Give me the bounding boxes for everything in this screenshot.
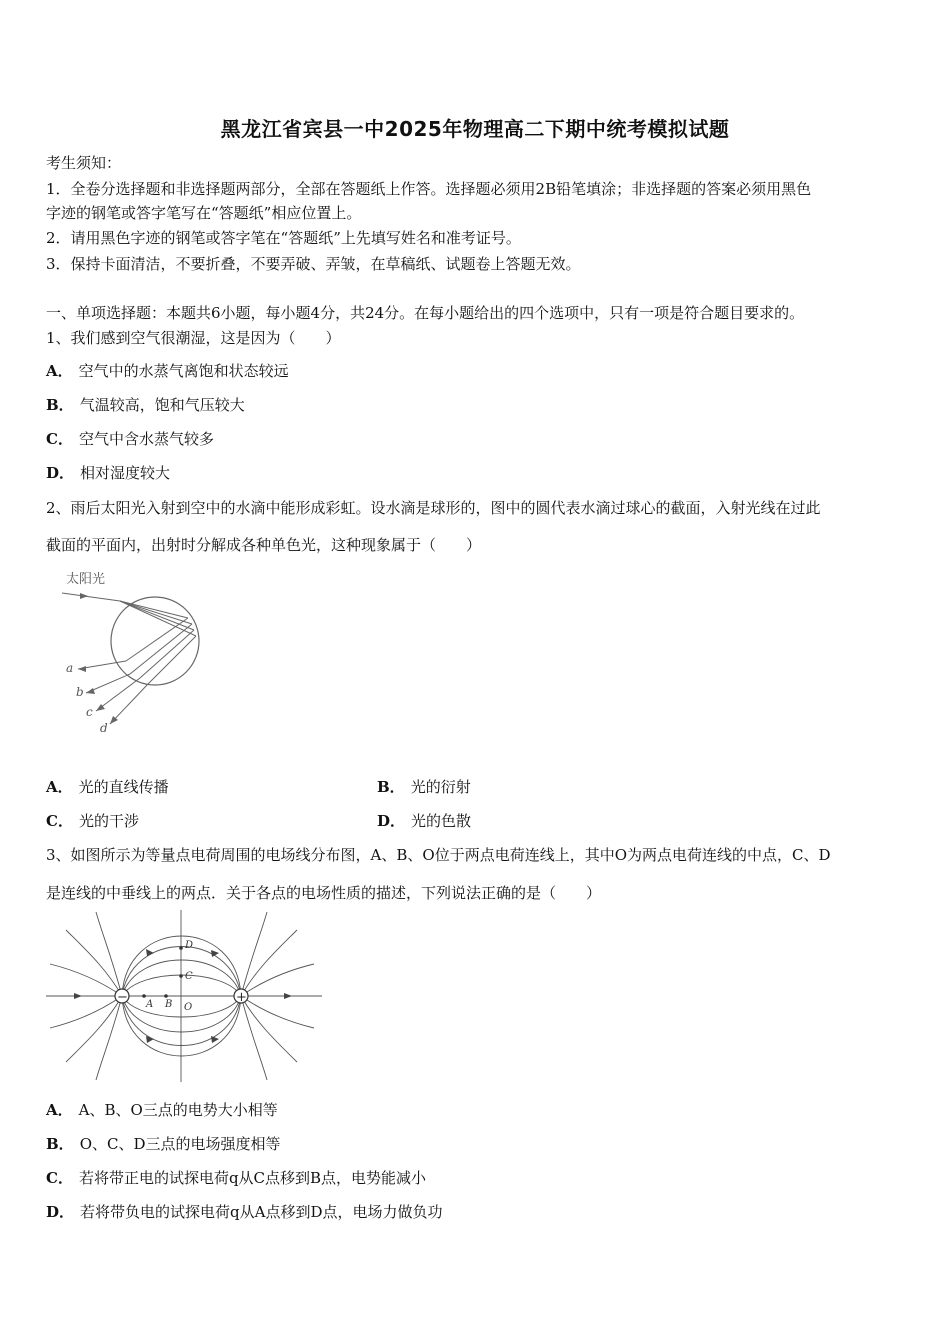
q2-stem-line1: 2、雨后太阳光入射到空中的水滴中能形成彩虹。设水滴是球形的，图中的圆代表水滴过球心的截面，入射光线在过此 bbox=[46, 499, 821, 517]
option-key: A． bbox=[46, 362, 73, 380]
ray-arrows bbox=[78, 593, 118, 724]
q2-stem-line2: 截面的平面内，出射时分解成各种单色光，这种现象属于（ ） bbox=[46, 536, 482, 554]
point-a bbox=[142, 994, 146, 998]
label-a: A bbox=[146, 999, 154, 1010]
label-c: C bbox=[185, 971, 193, 982]
option-key: D． bbox=[377, 812, 406, 830]
notice-item-1-cont: 字迹的钢笔或答字笔写在“答题纸”相应位置上。 bbox=[46, 204, 362, 222]
q3-stem-line2: 是连线的中垂线上的两点．关于各点的电场性质的描述，下列说法正确的是（ ） bbox=[46, 884, 602, 902]
option-key: A． bbox=[46, 1101, 73, 1119]
option-key: B． bbox=[377, 778, 405, 796]
option-text: 光的干涉 bbox=[78, 812, 139, 830]
q1-option-c bbox=[46, 428, 214, 449]
option-key: B． bbox=[46, 1135, 74, 1153]
notice-heading: 考生须知： bbox=[46, 154, 122, 172]
q1-option-d bbox=[46, 462, 170, 483]
option-text: A、B、O三点的电势大小相等 bbox=[78, 1101, 278, 1119]
option-text: 光的衍射 bbox=[410, 778, 471, 796]
q1-stem: 1、我们感到空气很潮湿，这是因为（ ） bbox=[46, 329, 341, 347]
option-text: 光的直线传播 bbox=[78, 778, 169, 796]
section-heading: 一、单项选择题：本题共6小题，每小题4分，共24分。在每小题给出的四个选项中，只有一项是符合题目要求的。 bbox=[46, 304, 805, 322]
notice-item-3: 3．保持卡面清洁，不要折叠，不要弄破、弄皱，在草稿纸、试题卷上答题无效。 bbox=[46, 255, 581, 273]
option-text: O、C、D三点的电场强度相等 bbox=[79, 1135, 281, 1153]
option-key: C． bbox=[46, 430, 73, 448]
notice-item-1: 1．全卷分选择题和非选择题两部分，全部在答题纸上作答。选择题必须用2B铅笔填涂；非选择题的答案必须用黑色 bbox=[46, 180, 812, 198]
q2-option-c bbox=[46, 810, 139, 831]
q1-option-a bbox=[46, 360, 289, 381]
option-key: C． bbox=[46, 1169, 73, 1187]
option-key: D． bbox=[46, 1203, 75, 1221]
option-key: D． bbox=[46, 464, 75, 482]
option-text: 若将带负电的试探电荷q从A点移到D点，电场力做负功 bbox=[80, 1203, 443, 1221]
negative-sign: − bbox=[117, 990, 128, 1005]
q3-option-a bbox=[46, 1099, 278, 1120]
positive-sign: + bbox=[236, 990, 247, 1005]
label-b: B bbox=[165, 999, 173, 1010]
notice-item-2: 2．请用黑色字迹的钢笔或答字笔在“答题纸”上先填写姓名和准考证号。 bbox=[46, 229, 521, 247]
q2-option-b bbox=[377, 776, 471, 797]
label-d: D bbox=[185, 940, 194, 951]
field-lines-figure bbox=[44, 908, 326, 1084]
page-title: 黑龙江省宾县一中2025年物理高二下期中统考模拟试题 bbox=[220, 117, 730, 141]
light-rays bbox=[62, 593, 196, 724]
q3-option-d bbox=[46, 1201, 442, 1222]
q2-option-d bbox=[377, 810, 471, 831]
raindrop-figure bbox=[58, 566, 218, 741]
q3-option-c bbox=[46, 1167, 426, 1188]
ray-label-a: a bbox=[66, 661, 74, 675]
option-text: 光的色散 bbox=[411, 812, 472, 830]
q2-option-a bbox=[46, 776, 169, 797]
option-text: 气温较高，饱和气压较大 bbox=[79, 396, 245, 414]
point-c bbox=[179, 974, 183, 978]
q3-option-b bbox=[46, 1133, 281, 1154]
option-key: C． bbox=[46, 812, 73, 830]
ray-label-b: b bbox=[76, 685, 84, 699]
q1-option-b bbox=[46, 394, 245, 415]
point-d bbox=[179, 946, 183, 950]
ray-label-c: c bbox=[86, 705, 93, 719]
option-text: 空气中含水蒸气较多 bbox=[78, 430, 214, 448]
option-text: 空气中的水蒸气离饱和状态较远 bbox=[78, 362, 289, 380]
point-b bbox=[164, 994, 168, 998]
option-text: 若将带正电的试探电荷q从C点移到B点，电势能减小 bbox=[78, 1169, 427, 1187]
ray-label-d: d bbox=[100, 721, 108, 735]
option-text: 相对湿度较大 bbox=[80, 464, 171, 482]
sun-label: 太阳光 bbox=[66, 572, 106, 587]
q3-stem-line1: 3、如图所示为等量点电荷周围的电场线分布图，A、B、O位于两点电荷连线上，其中O为两点电荷连线的中点，C、D bbox=[46, 846, 831, 864]
option-key: A． bbox=[46, 778, 73, 796]
field-lines bbox=[46, 910, 322, 1082]
option-key: B． bbox=[46, 396, 74, 414]
label-o: O bbox=[184, 1002, 193, 1013]
